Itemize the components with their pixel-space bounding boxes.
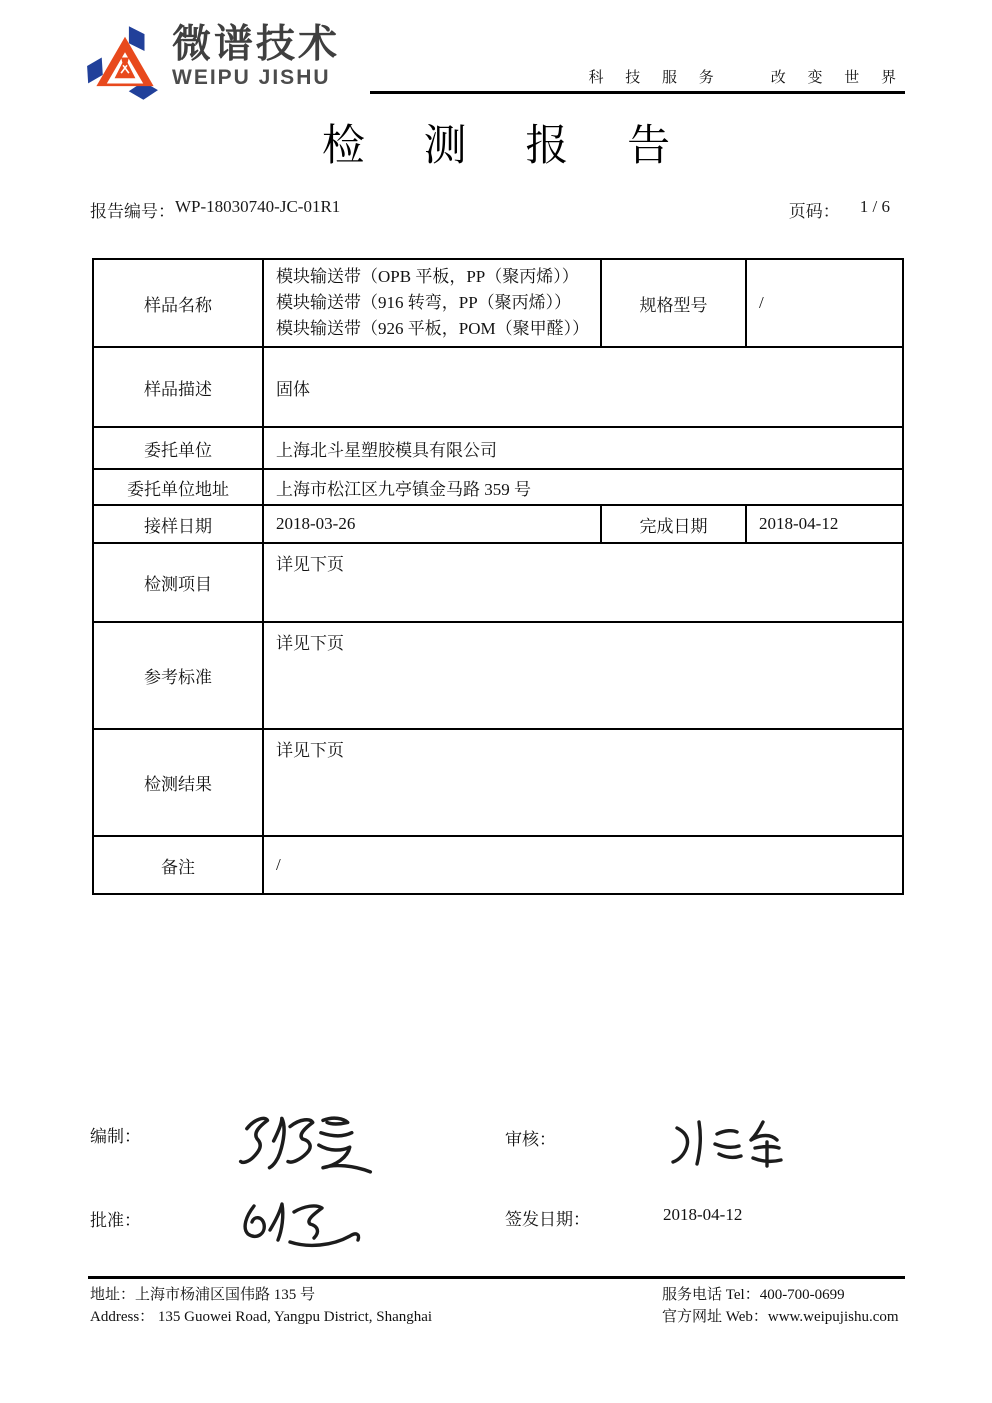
report-no-label: 报告编号： bbox=[90, 202, 175, 221]
table-row bbox=[93, 543, 903, 622]
sample-name-line: 模块输送带（916 转弯，PP（聚丙烯）） bbox=[276, 293, 572, 312]
footer-web: 官方网址 Web：www.weipujishu.com bbox=[662, 1309, 899, 1325]
footer-tel: 服务电话 Tel：400-700-0699 bbox=[662, 1287, 845, 1303]
approved-by-label: 批准： bbox=[90, 1211, 141, 1230]
footer-address bbox=[90, 1284, 432, 1328]
test-result-value: 详见下页 bbox=[263, 729, 903, 836]
footer-contact bbox=[662, 1284, 899, 1328]
page-no-label: 页码： bbox=[788, 202, 840, 221]
company-logo bbox=[86, 24, 340, 104]
table-row bbox=[93, 427, 903, 469]
sample-name-value bbox=[263, 259, 601, 347]
page-no-value: 1 / 6 bbox=[859, 197, 890, 216]
spec-label: 规格型号 bbox=[601, 259, 746, 347]
footer-divider bbox=[88, 1276, 905, 1279]
prepared-by-label: 编制： bbox=[90, 1127, 141, 1146]
sample-desc-value: 固体 bbox=[263, 347, 903, 427]
approved-signature bbox=[224, 1190, 374, 1258]
spec-value: / bbox=[746, 259, 903, 347]
test-items-label: 检测项目 bbox=[93, 543, 263, 622]
logo-text-en: WEIPU JISHU bbox=[172, 66, 331, 89]
receive-date-value: 2018-03-26 bbox=[263, 505, 601, 543]
table-row bbox=[93, 622, 903, 729]
report-meta bbox=[90, 197, 890, 222]
test-items-value: 详见下页 bbox=[263, 543, 903, 622]
client-address-label: 委托单位地址 bbox=[93, 469, 263, 505]
prepared-signature bbox=[228, 1106, 383, 1178]
receive-date-label: 接样日期 bbox=[93, 505, 263, 543]
ref-standard-value: 详见下页 bbox=[263, 622, 903, 729]
reviewed-by-label: 审核： bbox=[505, 1130, 556, 1149]
sample-name-label: 样品名称 bbox=[93, 259, 263, 347]
client-address-value: 上海市松江区九亭镇金马路 359 号 bbox=[263, 469, 903, 505]
table-row bbox=[93, 347, 903, 427]
brand-tagline: 科 技 服 务 改 变 世 界 bbox=[588, 70, 905, 86]
logo-text-cn: 微谱技术 bbox=[172, 23, 341, 66]
footer-address-cn: 地址：上海市杨浦区国伟路 135 号 bbox=[90, 1287, 316, 1303]
client-label: 委托单位 bbox=[93, 427, 263, 469]
page-title: 检 测 报 告 bbox=[321, 123, 695, 170]
table-row bbox=[93, 259, 903, 347]
report-info-table bbox=[92, 258, 904, 895]
issue-date-label: 签发日期： bbox=[505, 1210, 590, 1229]
remark-label: 备注 bbox=[93, 836, 263, 894]
test-result-label: 检测结果 bbox=[93, 729, 263, 836]
table-row bbox=[93, 729, 903, 836]
reviewed-signature bbox=[655, 1112, 805, 1174]
sample-name-line: 模块输送带（OPB 平板，PP（聚丙烯）） bbox=[276, 267, 579, 286]
footer-address-en: Address： 135 Guowei Road, Yangpu District, Shanghai bbox=[90, 1309, 433, 1325]
complete-date-label: 完成日期 bbox=[601, 505, 746, 543]
sample-desc-label: 样品描述 bbox=[93, 347, 263, 427]
ref-standard-label: 参考标准 bbox=[93, 622, 263, 729]
report-no-value: WP-18030740-JC-01R1 bbox=[175, 197, 341, 216]
remark-value: / bbox=[263, 836, 903, 894]
complete-date-value: 2018-04-12 bbox=[746, 505, 903, 543]
weipu-logo-icon bbox=[86, 24, 164, 104]
client-value: 上海北斗星塑胶模具有限公司 bbox=[263, 427, 903, 469]
issue-date-value: 2018-04-12 bbox=[663, 1205, 743, 1224]
sample-name-line: 模块输送带（926 平板，POM（聚甲醛）） bbox=[276, 319, 590, 338]
table-row bbox=[93, 505, 903, 543]
header-divider bbox=[370, 91, 905, 94]
table-row bbox=[93, 836, 903, 894]
table-row bbox=[93, 469, 903, 505]
